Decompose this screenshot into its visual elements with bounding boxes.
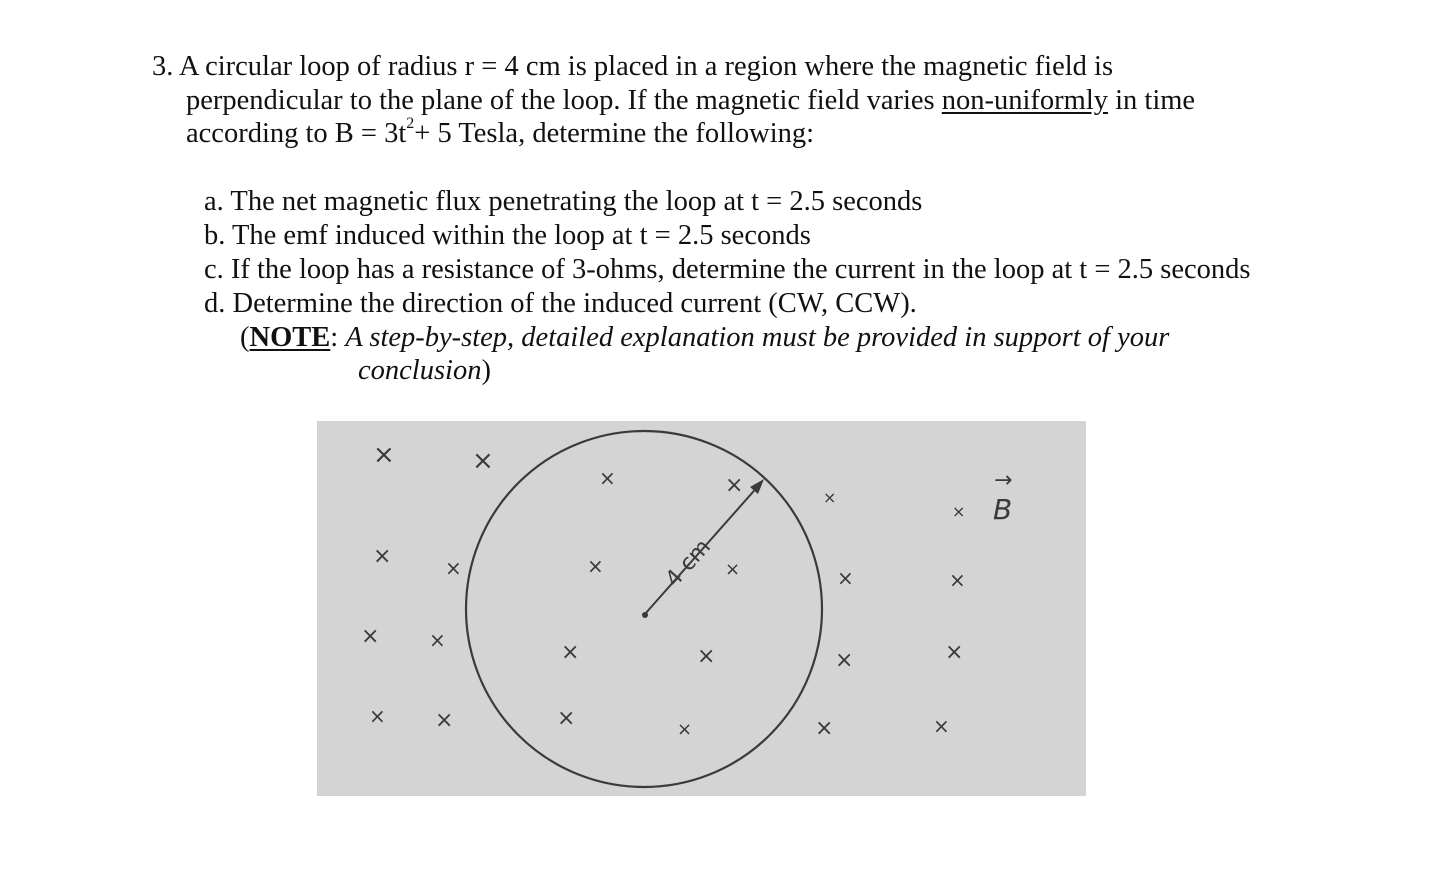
part-text: The emf induced within the loop at t = 2.5 seconds	[232, 220, 811, 251]
cross-mark: ×	[837, 566, 854, 590]
cross-mark: ×	[599, 466, 616, 490]
problem-line-2	[186, 84, 1195, 118]
note-open-paren: (	[240, 322, 250, 353]
cross-mark: ×	[823, 488, 837, 507]
cross-mark: ×	[949, 568, 966, 592]
cross-mark: ×	[435, 708, 454, 733]
problem-intro-line-3b: + 5 Tesla, determine the following:	[414, 118, 815, 149]
problem-intro-line-2b: in time	[1108, 85, 1196, 116]
cross-mark: ×	[697, 644, 716, 669]
underlined-term: non-uniformly	[941, 85, 1108, 116]
problem-number: 3.	[152, 51, 174, 82]
part-d	[204, 287, 917, 321]
part-b	[204, 219, 811, 253]
problem-intro-line-3a: according to B = 3t	[186, 118, 407, 149]
cross-mark: ×	[945, 640, 964, 665]
part-label: d.	[204, 288, 226, 319]
field-label: B	[993, 493, 1013, 526]
part-label: a.	[204, 186, 224, 217]
note-text-line-1: A step-by-step, detailed explanation must be provided in support of your	[345, 322, 1170, 353]
cross-mark: ×	[933, 714, 950, 738]
field-cross-marks	[361, 440, 966, 741]
cross-mark: ×	[373, 544, 392, 569]
note-text-line-2: conclusion	[358, 355, 482, 386]
cross-mark: ×	[677, 719, 693, 740]
part-label: b.	[204, 220, 226, 251]
center-dot	[642, 612, 648, 618]
cross-mark: ×	[369, 704, 386, 728]
part-text: The net magnetic flux penetrating the loop at t = 2.5 seconds	[230, 186, 923, 217]
part-label: c.	[204, 254, 224, 285]
part-c	[204, 253, 1251, 287]
part-text: Determine the direction of the induced current (CW, CCW).	[232, 288, 917, 319]
cross-mark: ×	[472, 446, 494, 476]
cross-mark: ×	[561, 640, 580, 665]
part-text: If the loop has a resistance of 3-ohms, determine the current in the loop at t = 2.5 seconds	[230, 254, 1251, 285]
problem-intro-line-2a: perpendicular to the plane of the loop. If the magnetic field varies	[186, 85, 942, 116]
note-line-2	[358, 354, 491, 388]
cross-mark: ×	[373, 440, 395, 470]
cross-mark: ×	[815, 716, 834, 741]
problem-intro-line-1: A circular loop of radius r = 4 cm is placed in a region where the magnetic field is	[178, 51, 1114, 82]
cross-mark: ×	[557, 706, 576, 731]
part-a	[204, 185, 922, 219]
cross-mark: ×	[835, 648, 854, 673]
circular-loop	[466, 431, 822, 787]
cross-mark: ×	[587, 554, 604, 578]
note-close-paren: )	[481, 355, 491, 386]
cross-mark: ×	[725, 473, 744, 498]
exponent: 2	[406, 114, 415, 132]
problem-line-1	[152, 50, 1113, 84]
field-vector-arrow: →	[994, 468, 1013, 493]
cross-mark: ×	[725, 559, 741, 580]
radius-label: 4 cm	[660, 534, 716, 593]
cross-mark: ×	[445, 556, 462, 580]
magnetic-field-figure	[317, 421, 1086, 796]
note-line-1	[240, 321, 1169, 355]
note-colon: :	[330, 322, 346, 353]
cross-mark: ×	[952, 502, 966, 521]
note-label: NOTE	[249, 322, 331, 353]
problem-line-3	[186, 114, 815, 151]
cross-mark: ×	[361, 624, 380, 649]
figure-drawing	[317, 421, 1086, 796]
cross-mark: ×	[429, 628, 446, 652]
